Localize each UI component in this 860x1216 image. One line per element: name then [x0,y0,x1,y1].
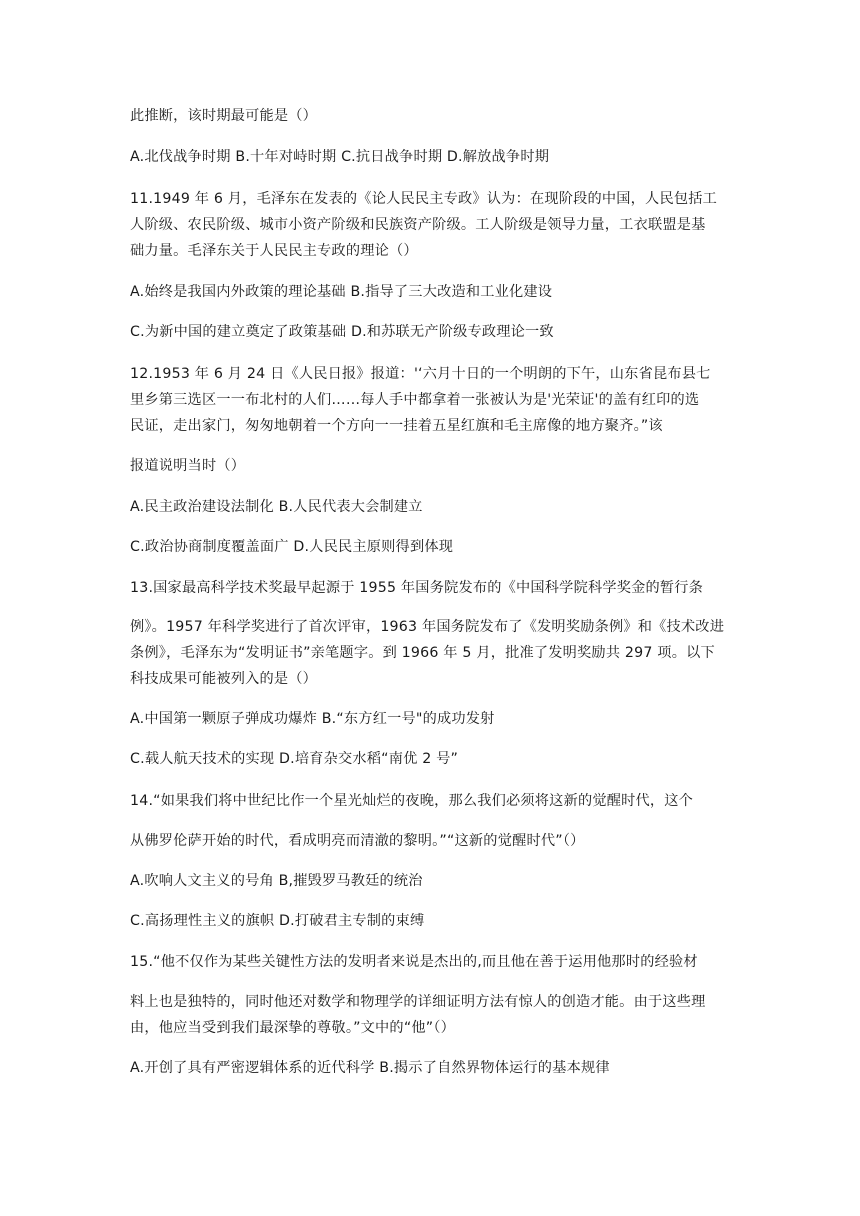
text-line: 11.1949 年 6 月，毛泽东在发表的《论人民民主专政》认为：在现阶段的中国，人民包括工 [130,191,717,207]
text-line: 由，他应当受到我们最深挚的尊敬。”文中的“他”（） [130,1020,455,1036]
text-line: A.始终是我国内外政策的理论基础 B.指导了三大改造和工业化建设 [130,284,553,300]
text-line: 民证，走出家门，匆匆地朝着一个方向一一挂着五星红旗和毛主席像的地方聚齐。”该 [130,418,663,434]
text-line: A.吹响人文主义的号角 B,摧毁罗马教廷的统治 [130,873,423,889]
text-line: 条例》，毛泽东为“发明证书”亲笔题字。到 1966 年 5 月，批准了发明奖励共 297 项。以下 [130,645,715,661]
text-line: A.北伐战争时期 B.十年对峙时期 C.抗日战争时期 D.解放战争时期 [130,149,550,165]
text-line: C.高扬理性主义的旗帜 D.打破君主专制的束缚 [130,913,425,929]
text-line: 础力量。毛泽东关于人民民主专政的理论（） [130,243,418,259]
text-line: 科技成果可能被列入的是（） [130,671,318,687]
text-line: 15.“他不仅作为某些关键性方法的发明者来说是杰出的,而且他在善于运用他那时的经验材 [130,954,698,970]
text-line: A.中国第一颗原子弹成功爆炸 B.“东方红一号"的成功发射 [130,711,495,727]
text-line: A.民主政治建设法制化 B.人民代表大会制建立 [130,499,423,515]
text-line: 此推断，该时期最可能是（） [130,108,318,124]
text-line: 料上也是独特的，同时他还对数学和物理学的详细证明方法有惊人的创造才能。由于这些理 [130,994,706,1010]
text-line: C.为新中国的建立奠定了政策基础 D.和苏联无产阶级专政理论一致 [130,324,554,340]
text-line: A.开创了具有严密逻辑体系的近代科学 B.揭示了自然界物体运行的基本规律 [130,1060,610,1076]
text-line: 例》。1957 年科学奖进行了首次评审，1963 年国务院发布了《发明奖励条例》和《技术改进 [130,619,725,635]
text-line: 人阶级、农民阶级、城市小资产阶级和民族资产阶级。工人阶级是领导力量，工衣联盟是基 [130,217,706,233]
text-line: 报道说明当时（） [130,458,246,474]
text-line: 里乡第三选区一一布北村的人们……每人手中都拿着一张被认为是'光荣证'的盖有红印的选 [130,392,700,408]
text-line: C.载人航天技术的实现 D.培育杂交水稻“南优 2 号” [130,751,459,767]
text-line: 从佛罗伦萨开始的时代，看成明亮而清澈的黎明。”“这新的觉醒时代”（） [130,833,585,849]
text-line: C.政治协商制度覆盖面广 D.人民民主原则得到体现 [130,539,454,555]
text-line: 14.“如果我们将中世纪比作一个星光灿烂的夜晚，那么我们必须将这新的觉醒时代，这个 [130,793,694,809]
text-line: 12.1953 年 6 月 24 日《人民日报》报道：'‘六月十日的一个明朗的下午，山东省昆布县七 [130,366,711,382]
text-line: 13.国家最高科学技术奖最早起源于 1955 年国务院发布的《中国科学院科学奖金的暂行条 [130,580,704,596]
